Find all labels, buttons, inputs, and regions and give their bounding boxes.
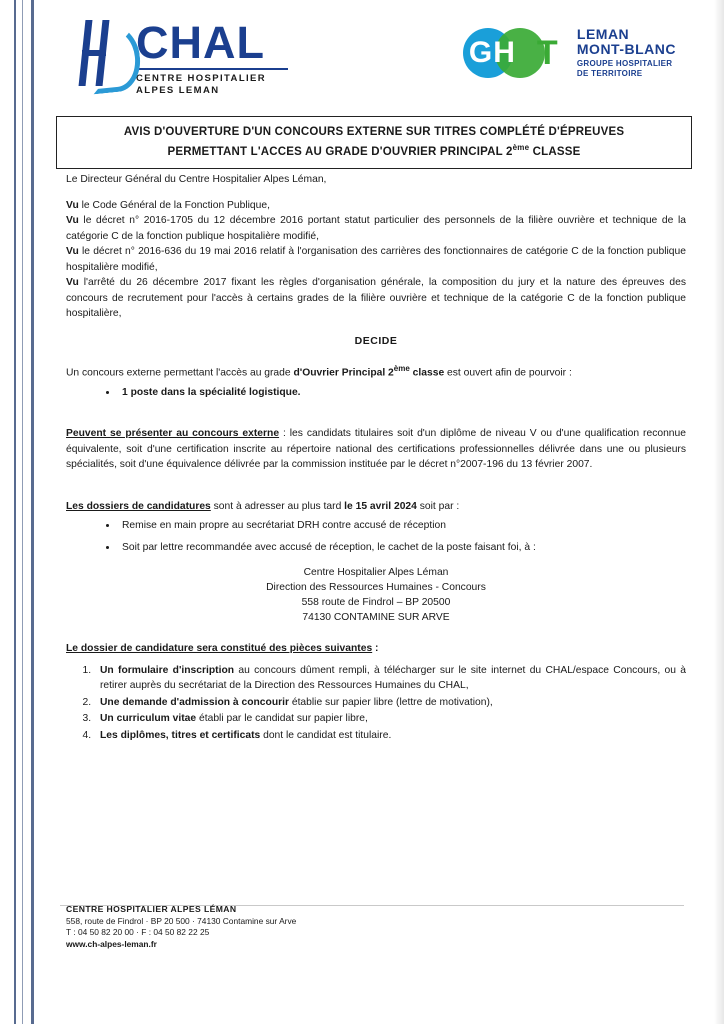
pieces-heading-paragraph xyxy=(66,641,686,657)
scan-artifact-stripe xyxy=(31,0,34,1024)
spacer xyxy=(66,483,686,499)
vu-lead: Vu xyxy=(66,277,79,288)
ght-logo-letters: GH xyxy=(468,36,516,69)
vu-item xyxy=(66,275,686,322)
conditions-text: : les candidats titulaires soit d'un diplôme de niveau V ou d'une qualification reconnue équivalente, soit d'une certification inscrite au répertoire national des certifications professionnelles délivrée dans une ou plusieurs spécialités, soit d'une équivalence délivrée par la commission instituée par le décret n°2007-196 du 13 février 2007. xyxy=(66,428,686,471)
ght-logo-line-4: DE TERRITOIRE xyxy=(576,69,643,78)
document-body xyxy=(66,172,686,744)
piece-text: établie sur papier libre (lettre de motivation), xyxy=(288,696,493,708)
list-item xyxy=(94,663,686,694)
page-edge-shadow xyxy=(714,0,724,1024)
list-item xyxy=(118,385,686,401)
poste-bullet-text: 1 poste dans la spécialité logistique. xyxy=(122,386,301,398)
conditions-paragraph xyxy=(66,426,686,473)
conditions-heading: Peuvent se présenter au concours externe xyxy=(66,428,280,440)
pieces-list xyxy=(66,663,686,744)
ght-logo xyxy=(463,26,676,80)
ght-logo-line-2: MONT-BLANC xyxy=(576,41,676,57)
chal-logo-rule xyxy=(138,68,288,70)
document-title-line-1: AVIS D'OUVERTURE D'UN CONCOURS EXTERNE SUR TITRES COMPLÉTÉ D'ÉPREUVES xyxy=(123,126,625,138)
document-header xyxy=(60,16,684,112)
concours-intro-paragraph xyxy=(66,361,686,381)
address-line: Direction des Ressources Humaines - Concours xyxy=(266,582,486,594)
chal-logo xyxy=(76,17,288,97)
footer-contact: T : 04 50 82 20 00 · F : 04 50 82 22 25 xyxy=(66,927,210,937)
vu-text: le décret n° 2016-1705 du 12 décembre 2016 portant statut particulier des personnels de la filière ouvrière et technique de la catégorie C de la fonction publique hospitalière modifié, xyxy=(66,215,686,242)
document-title-line-2-start: PERMETTANT L'ACCES AU GRADE D'OUVRIER PRINCIPAL 2 xyxy=(167,145,513,158)
poste-list xyxy=(66,385,686,401)
pieces-heading-colon: : xyxy=(372,643,379,655)
document-footer xyxy=(66,904,296,950)
document-title-line-2 xyxy=(67,140,681,160)
dossiers-text-2: soit par : xyxy=(416,500,460,512)
piece-text: établi par le candidat sur papier libre, xyxy=(196,713,368,725)
footer-organization-name: CENTRE HOSPITALIER ALPES LÉMAN xyxy=(66,904,237,914)
spacer xyxy=(66,410,686,426)
dossiers-text-1: sont à adresser au plus tard xyxy=(210,500,345,512)
chal-logo-subtitle-1: CENTRE HOSPITALIER xyxy=(136,73,267,84)
ght-logo-letter-t: T xyxy=(536,34,558,72)
vu-text: l'arrêté du 26 décembre 2017 fixant les règles d'organisation générale, la composition du jury et la nature des épreuves des concours de recrutement pour l'accès à certains grades de la filière ouvrière et technique de la catégorie C de la fonction publique hospitalière, xyxy=(66,277,686,319)
ght-logo-line-3: GROUPE HOSPITALIER xyxy=(576,59,673,68)
dossiers-deadline-date: le 15 avril 2024 xyxy=(344,500,417,512)
chal-logo-mark-icon xyxy=(76,20,130,90)
address-line: 74130 CONTAMINE SUR ARVE xyxy=(302,612,450,624)
document-title-superscript: ème xyxy=(512,143,530,152)
decide-heading: DECIDE xyxy=(354,334,398,347)
intro-paragraph: Le Directeur Général du Centre Hospitalier Alpes Léman, xyxy=(66,174,327,185)
vu-lead: Vu xyxy=(66,215,79,226)
concours-grade-bold: d'Ouvrier Principal 2 xyxy=(293,367,394,379)
piece-label: Les diplômes, titres et certificats xyxy=(100,729,261,741)
vu-text: le décret n° 2016-636 du 19 mai 2016 relatif à l'organisation des carrières des fonctionnaires de catégorie C de la fonction publique hospitalière modifié, xyxy=(66,246,686,273)
list-item: • Soit par lettre recommandée avec accusé de réception, le cachet de la poste faisant foi, à : xyxy=(118,540,686,556)
vu-block xyxy=(66,198,686,322)
document-title-line-2-end: CLASSE xyxy=(529,145,581,158)
footer-website: www.ch-alpes-leman.fr xyxy=(66,938,157,949)
vu-item xyxy=(66,244,686,275)
vu-item xyxy=(66,198,686,214)
piece-label: Un formulaire d'inscription xyxy=(100,664,235,676)
ght-logo-line-1: LEMAN xyxy=(576,26,630,42)
vu-text: le Code Général de la Fonction Publique, xyxy=(78,199,270,211)
concours-intro-start: Un concours externe permettant l'accès au grade xyxy=(66,367,294,379)
address-line: 558 route de Findrol – BP 20500 xyxy=(301,597,451,609)
footer-address: 558, route de Findrol · BP 20 500 · 74130 Contamine sur Arve xyxy=(66,915,297,926)
dossiers-paragraph xyxy=(66,499,686,515)
scan-artifact-stripe xyxy=(22,0,23,1024)
chal-logo-title: CHAL xyxy=(136,17,265,68)
dossiers-heading: Les dossiers de candidatures xyxy=(66,500,211,512)
piece-text: dont le candidat est titulaire. xyxy=(260,729,392,741)
concours-intro-end: est ouvert afin de pourvoir : xyxy=(444,367,572,379)
piece-label: Une demande d'admission à concourir xyxy=(100,696,289,708)
address-line: Centre Hospitalier Alpes Léman xyxy=(303,567,449,579)
pieces-heading: Le dossier de candidature sera constitué des pièces suivantes xyxy=(66,643,373,655)
document-title-box xyxy=(56,116,692,169)
vu-lead: Vu xyxy=(66,199,79,211)
piece-text: au concours dûment rempli, à télécharger sur le site internet du CHAL/espace Concours, ou à retirer auprès du secrétariat de la Direction des Ressources Humaines du CHAL, xyxy=(100,664,686,692)
list-item xyxy=(94,695,686,711)
address-block xyxy=(66,565,686,625)
scan-artifact-stripe xyxy=(14,0,16,1024)
list-item xyxy=(94,711,686,727)
envoi-list xyxy=(66,518,686,555)
concours-grade-bold-2: classe xyxy=(409,367,445,379)
piece-label: Un curriculum vitae xyxy=(100,713,197,725)
vu-item xyxy=(66,213,686,244)
vu-lead: Vu xyxy=(66,246,79,257)
list-item xyxy=(94,728,686,744)
chal-logo-subtitle-2: ALPES LEMAN xyxy=(136,85,220,96)
spacer xyxy=(66,625,686,641)
list-item: • Remise en main propre au secrétariat DRH contre accusé de réception xyxy=(118,518,686,534)
concours-grade-superscript: ème xyxy=(393,364,410,373)
ght-logo-mark-icon xyxy=(463,26,571,80)
